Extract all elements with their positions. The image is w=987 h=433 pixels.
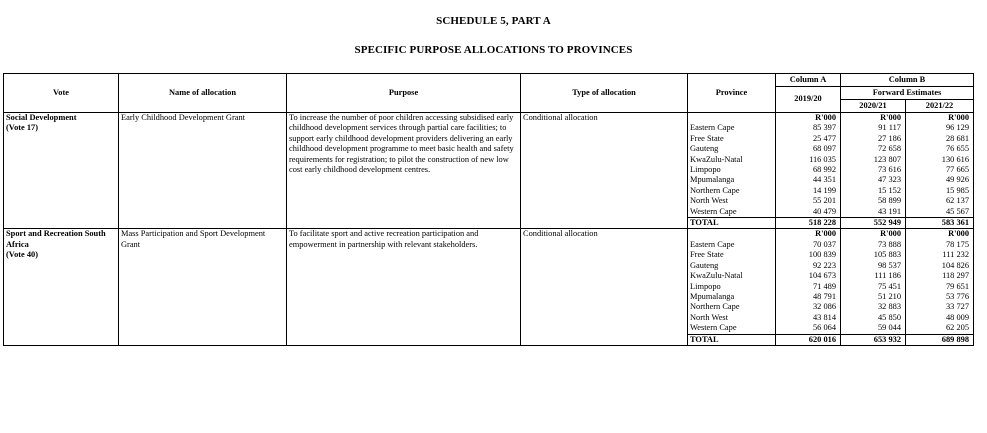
value-2021-22: 78 175: [906, 240, 974, 250]
value-2021-22: 62 137: [906, 196, 974, 206]
unit-label: R'000: [841, 229, 906, 240]
value-2021-22: 33 727: [906, 302, 974, 312]
value-2019-20: 32 086: [776, 302, 841, 312]
value-2020-21: 98 537: [841, 261, 906, 271]
value-2019-20: 48 791: [776, 292, 841, 302]
province-name: Northern Cape: [688, 302, 776, 312]
province-name: Northern Cape: [688, 186, 776, 196]
allocation-purpose: To facilitate sport and active recreation participation and empowerment in partnership with relevant stakeholders.: [287, 229, 521, 345]
total-2019-20: 620 016: [776, 334, 841, 345]
unit-label: R'000: [776, 113, 841, 124]
province-name: Free State: [688, 134, 776, 144]
value-2019-20: 92 223: [776, 261, 841, 271]
value-2021-22: 15 985: [906, 186, 974, 196]
value-2021-22: 79 651: [906, 282, 974, 292]
unit-label: R'000: [906, 113, 974, 124]
province-spacer: [688, 113, 776, 124]
schedule-subtitle: SPECIFIC PURPOSE ALLOCATIONS TO PROVINCES: [354, 44, 633, 56]
value-2021-22: 118 297: [906, 271, 974, 281]
header-vote: Vote: [4, 74, 119, 113]
header-type-of-allocation: Type of allocation: [521, 74, 688, 113]
value-2019-20: 85 397: [776, 123, 841, 133]
value-2020-21: 75 451: [841, 282, 906, 292]
value-2020-21: 51 210: [841, 292, 906, 302]
value-2019-20: 71 489: [776, 282, 841, 292]
province-name: Gauteng: [688, 261, 776, 271]
header-forward-estimates: Forward Estimates: [841, 87, 974, 100]
value-2019-20: 43 814: [776, 313, 841, 323]
value-2020-21: 15 152: [841, 186, 906, 196]
total-2021-22: 583 361: [906, 218, 974, 229]
value-2020-21: 45 850: [841, 313, 906, 323]
province-name: Eastern Cape: [688, 123, 776, 133]
total-2020-21: 653 932: [841, 334, 906, 345]
vote-number: (Vote 17): [6, 123, 39, 133]
province-name: Limpopo: [688, 282, 776, 292]
value-2019-20: 68 097: [776, 144, 841, 154]
value-2019-20: 25 477: [776, 134, 841, 144]
value-2020-21: 91 117: [841, 123, 906, 133]
province-name: KwaZulu-Natal: [688, 155, 776, 165]
value-2019-20: 14 199: [776, 186, 841, 196]
province-spacer: [688, 229, 776, 240]
province-name: Free State: [688, 250, 776, 260]
value-2020-21: 47 323: [841, 175, 906, 185]
value-2020-21: 73 888: [841, 240, 906, 250]
allocations-table: [3, 73, 974, 346]
value-2021-22: 45 567: [906, 207, 974, 218]
value-2019-20: 104 673: [776, 271, 841, 281]
allocation-type: Conditional allocation: [521, 229, 688, 345]
value-2021-22: 76 655: [906, 144, 974, 154]
value-2019-20: 44 351: [776, 175, 841, 185]
unit-label: R'000: [841, 113, 906, 124]
value-2020-21: 27 186: [841, 134, 906, 144]
allocation-name: Mass Participation and Sport Development Grant: [119, 229, 287, 345]
allocation-purpose: To increase the number of poor children accessing subsidised early childhood development services through partial care facilities; to support early childhood development providers delivering an early childhood development programme to meet basic health and safety requirements for registration; to pilot the construction of new low cost early childhood development centres.: [287, 113, 521, 229]
value-2021-22: 53 776: [906, 292, 974, 302]
header-column-a: Column A: [776, 74, 841, 87]
value-2021-22: 48 009: [906, 313, 974, 323]
value-2021-22: 49 926: [906, 175, 974, 185]
province-name: North West: [688, 313, 776, 323]
value-2020-21: 59 044: [841, 323, 906, 334]
vote-number: (Vote 40): [6, 250, 39, 260]
total-2019-20: 518 228: [776, 218, 841, 229]
value-2019-20: 100 839: [776, 250, 841, 260]
value-2021-22: 96 129: [906, 123, 974, 133]
schedule-title: SCHEDULE 5, PART A: [436, 15, 551, 27]
value-2020-21: 43 191: [841, 207, 906, 218]
total-label: TOTAL: [688, 334, 776, 345]
province-name: Limpopo: [688, 165, 776, 175]
vote-cell: [4, 229, 119, 345]
province-name: Gauteng: [688, 144, 776, 154]
total-2021-22: 689 898: [906, 334, 974, 345]
value-2020-21: 73 616: [841, 165, 906, 175]
value-2019-20: 55 201: [776, 196, 841, 206]
value-2019-20: 116 035: [776, 155, 841, 165]
province-name: Mpumalanga: [688, 175, 776, 185]
value-2021-22: 104 826: [906, 261, 974, 271]
header-year-2020-21: 2020/21: [841, 100, 906, 113]
table-body: [4, 113, 974, 346]
value-2021-22: 77 665: [906, 165, 974, 175]
province-name: Western Cape: [688, 207, 776, 218]
value-2021-22: 62 205: [906, 323, 974, 334]
allocation-type: Conditional allocation: [521, 113, 688, 229]
province-name: Mpumalanga: [688, 292, 776, 302]
header-purpose: Purpose: [287, 74, 521, 113]
province-name: Eastern Cape: [688, 240, 776, 250]
value-2019-20: 70 037: [776, 240, 841, 250]
value-2021-22: 28 681: [906, 134, 974, 144]
province-name: KwaZulu-Natal: [688, 271, 776, 281]
value-2019-20: 56 064: [776, 323, 841, 334]
header-column-b: Column B: [841, 74, 974, 87]
province-name: North West: [688, 196, 776, 206]
total-label: TOTAL: [688, 218, 776, 229]
vote-cell: [4, 113, 119, 229]
header-name-of-allocation: Name of allocation: [119, 74, 287, 113]
unit-label: R'000: [906, 229, 974, 240]
value-2020-21: 105 883: [841, 250, 906, 260]
value-2021-22: 130 616: [906, 155, 974, 165]
value-2021-22: 111 232: [906, 250, 974, 260]
header-year-2021-22: 2021/22: [906, 100, 974, 113]
header-year-2019-20: 2019/20: [776, 87, 841, 113]
value-2019-20: 40 479: [776, 207, 841, 218]
header-province: Province: [688, 74, 776, 113]
value-2020-21: 58 899: [841, 196, 906, 206]
value-2020-21: 72 658: [841, 144, 906, 154]
total-2020-21: 552 949: [841, 218, 906, 229]
vote-name: Social Development: [6, 113, 77, 122]
unit-label: R'000: [776, 229, 841, 240]
vote-name: Sport and Recreation South Africa: [6, 229, 106, 249]
value-2019-20: 68 992: [776, 165, 841, 175]
value-2020-21: 123 807: [841, 155, 906, 165]
province-name: Western Cape: [688, 323, 776, 334]
allocation-name: Early Childhood Development Grant: [119, 113, 287, 229]
value-2020-21: 32 883: [841, 302, 906, 312]
value-2020-21: 111 186: [841, 271, 906, 281]
